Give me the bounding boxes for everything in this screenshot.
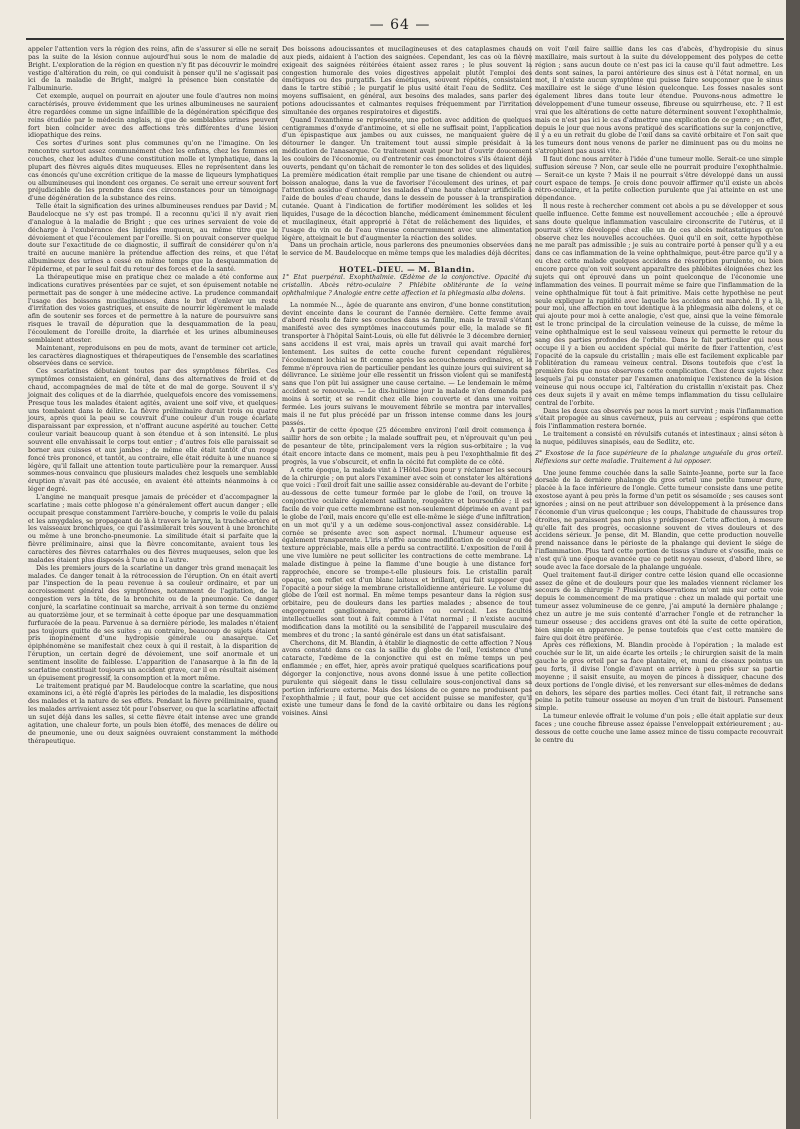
- paragraph: Des boissons adoucissantes et mucilagineuses et des cataplasmes chauds aux pieds, aidaient à l'action des saignées. Cependant, les cas où la fièvre exigeait des saignées réitérées étaient assez rares ; le plus souvent la congestion humorale des voies digestives appelait plutôt l'emploi des émétiques ou des purgatifs. Les émétiques, souvent répétés, consistaient dans le tartre stibié ; le purgatif le plus usité était l'eau de Sedlitz. Ces moyens suffisaient, en général, aux besoins des malades, sans parler des potions adoucissantes et calmantes requises fréquemment par l'irritation simultanée des organes respiratoires et digestifs.: [282, 46, 532, 116]
- paragraph: Dans un prochain article, nous parlerons des pneumonies observées dans le service de M. Baudelocque en même temps que les maladies déjà décrites.: [282, 242, 532, 258]
- column-2: [282, 46, 532, 718]
- paragraph: Ces sortes d'urines sont plus communes qu'on ne l'imagine. On les rencontre surtout assez communément chez les enfans, chez les femmes en couches, chez les adultes d'une constitution molle et lymphatique, dans la plupart des fièvres aiguës dites muqueuses. Elles ne représentent dans les cas énoncés qu'une excrétion critique de la masse de liqueurs lymphatiques ou albumineuses qui inondent ces organes. Ce serait une erreur souvent fort préjudiciable de les prendre dans ces circonstances pour un témoignage d'une dégénération de la substance des reins.: [28, 140, 278, 203]
- section-separator: [379, 262, 435, 263]
- paragraph: on voit l'œil faire saillie dans les cas d'abcès, d'hydropisie du sinus maxillaire, mais surtout à la suite du développement des polypes de cette région ; sans aucun doute ce n'est pas ici la cause qu'il faut admettre. Les dents sont saines, la paroi antérieure des sinus est à l'état normal, en un mot, il n'existe aucun symptôme qui puisse faire soupçonner que le sinus maxillaire est le siége d'une lésion quelconque. Les fosses nasales sont également libres dans toute leur étendue. Pouvons-nous admettre le développement d'une tumeur osseuse, fibreuse ou squirrheuse, etc. ? Il est vrai que les altérations de cette nature déterminent souvent l'exophthalmie, mais ce n'est pas ici le cas d'admettre une explication de ce genre ; en effet, depuis le jour que nous avons pratiqué des scarifications sur la conjonctive, il y a eu un retrait du globe de l'œil dans sa cavité orbitaire et l'on sait que les tumeurs dont nous venons de parler ne diminuent pas ou du moins ne s'atrophient pas aussi vite.: [535, 46, 783, 156]
- paragraph: L'angine ne manquait presque jamais de précéder et d'accompagner la scarlatine ; mais cette phlogose n'a généralement offert aucun danger ; elle occupait presque constamment l'arrière-bouche, y compris le voile du palais et les amygdales, se propageant de là à travers le larynx, la trachée-artère et les vaisseaux bronchiques, ce qui l'assimilerait très souvent à une bronchite ou même à une broncho-pneumonie. La similitude était si parfaite que la fièvre préliminaire, ainsi que la fièvre concomitante, avaient tous les caractères des fièvres catarrhales ou des fièvres muqueuses, selon que les malades étaient plus disposés à l'une ou à l'autre.: [28, 493, 278, 564]
- paragraph: La tumeur enlevée offrait le volume d'un pois ; elle était applatie sur deux faces ; une couche fibreuse assez épaisse l'enveloppait extérieurement ; au-dessous de cette couche une lame assez mince de tissu compacte recouvrait le centre du: [535, 713, 783, 744]
- paragraph: Il nous reste à rechercher comment cet abcès a pu se développer et sous quelle influence. Cette femme est nouvellement accouchée ; elle a éprouvé sans doute quelque inflammation vasculaire circonscrite de l'utérus, et il pourrait s'être développé chez elle un de ces abcès métastatiques qu'on observe chez les nouvelles accouchées. Quoi qu'il en soit, cette hypothèse ne me paraît pas admissible ; je suis au contraire porté à penser qu'il y a eu dans ce cas inflammation de la veine ophthalmique, peut-être parce qu'il y a eu chez cette malade quelques accidens de résorption purulente, ou bien encore parce qu'on voit souvent apparaître des phlébites éloignées chez les sujets qui ont éprouvé dans un point quelconque de l'économie une inflammation des veines. Il pourrait même se faire que l'inflammation de la veine ophthalmique fût tout à fait primitive. Mais cette hypothèse ne peut seule expliquer la rapidité avec laquelle les accidens ont marché. Il y a là, pour moi, une affection en tout identique à la phlegmasia alba dolens, et ce qui ajoute pour moi à cette analogie, c'est que, ainsi que la veine fémorale est le tronc principal de la circulation veineuse de la cuisse, de même la veine ophthalmique est le seul vaisseau veineux qui permette le retour du sang des parties profondes de l'orbite. Dans le fait particulier qui nous occupe il y a bien eu accident spécial qui mérite de fixer l'attention, c'est l'opacité de la capsule du cristallin ; mais elle est facilement explicable par l'oblitération du rameau veineux central. Disons toutefois que c'est la première fois que nous observons cette complication. Chez deux sujets chez lesquels j'ai pu constater par l'examen anatomique l'existence de la lésion veineuse qui nous occupe ici, l'altération du cristallin n'existait pas. Chez ces deux sujets il y avait en même temps inflammation du tissu cellulaire central de l'orbite.: [535, 203, 783, 407]
- column-1: [28, 46, 278, 745]
- paragraph: A partir de cette époque (25 décembre environ) l'œil droit commença à saillir hors de son orbite ; la malade souffrait peu, et n'éprouvait qu'un peu de pesanteur de tête, principalement vers la région sus-orbitaire ; la vue était encore intacte dans ce moment, mais peu à peu l'exophthalmie fit des progrès, la vue s'obscurcit, et enfin la cécité fut complète de ce côté.: [282, 427, 532, 466]
- paragraph: Quel traitement faut-il diriger contre cette lésion quand elle occasionne assez de gêne et de douleurs pour que les malades viennent réclamer les secours de la chirurgie ? Plusieurs observations m'ont mis sur cette voie depuis le commencement de ma pratique : chez un malade qui portait une tumeur assez volumineuse de ce genre, j'ai amputé la dernière phalange ; chez un autre je me suis contenté d'arracher l'ongle et de retrancher la tumeur osseuse ; des accidens graves ont été la suite de cette opération, bien simple en apparence. Je pense toutefois que c'est cette manière de faire qui doit être préférée.: [535, 571, 783, 642]
- paragraph: Le traitement a consisté en révulsifs cutanés et intestinaux ; ainsi séton à la nuque, pédiluves sinapisés, eau de Sedlitz, etc.: [535, 431, 783, 446]
- article-heading: HOTEL-DIEU. — M. Blandin.: [339, 265, 475, 275]
- paragraph: appeler l'attention vers la région des reins, afin de s'assurer si elle ne serait pas la suite de la lésion connue aujourd'hui sous le nom de maladie de Bright. L'exploration de la région en question n'y fit pas découvrir le moindre vestige d'altération du rein, ce qui conduisit à penser qu'il ne s'agissait pas ici de la maladie de Bright, malgré la présence bien constatée de l'albuminurie.: [28, 46, 278, 93]
- paragraph: Dans les deux cas observés par nous la mort survint ; mais l'inflammation s'était propagée au sinus caverneux, puis au cerveau ; espérons que cette fois l'inflammation restera bornée.: [535, 407, 783, 431]
- paragraph: Il faut donc nous arrêter à l'idée d'une tumeur molle. Serait-ce une simple suffusion séreuse ? Non, car seule elle ne pourrait produire l'exophthalmie. — Serait-ce un kyste ? Mais il ne pourrait s'être développé dans un aussi court espace de temps. Je crois donc pouvoir affirmer qu'il existe un abcès rétro-oculaire, et la petite collection purulente que j'ai atteinte en est une dépendance.: [535, 156, 783, 203]
- column-3: [535, 46, 783, 745]
- paragraph: Cet exemple, auquel on pourrait en ajouter une foule d'autres non moins caractérisés, prouve évidemment que les urines albumineuses ne sauraient être regardées comme un signe infaillible de la dégénération spécifique des reins étudiée par le médecin anglais, ni que de semblables urines peuvent fort bien coïncider avec des affections très différentes d'une lésion idiopathique des reins.: [28, 93, 278, 140]
- paragraph: Après ces réflexions, M. Blandin procède à l'opération ; la malade est couchée sur le lit, un aide écarte les orteils ; le chirurgien saisit de la main gauche le gros orteil par sa face plantaire, et, muni de ciseaux pointus un peu forts, il divise l'ongle d'avant en arrière à peu près sur sa partie moyenne ; il saisit ensuite, au moyen de pinces à dissiquer, chacune des deux portions de l'ongle divisé, et les renversant sur elles-mêmes de dedans en dehors, les sépare des parties molles. Ceci étant fait, il retranche sans peine la petite tumeur osseuse au moyen d'un trait de bistouri. Pansement simple.: [535, 642, 783, 713]
- paragraph: La nommée N..., âgée de quarante ans environ, d'une bonne constitution, devint enceinte dans le courant de l'année dernière. Cette femme avait d'abord résolu de faire ses couches dans sa famille, mais le travail s'étant manifesté avec des symptômes inaccoutumés pour elle, la malade se fit transporter à l'hôpital Saint-Louis, où elle fut délivrée le 3 décembre dernier, sans accidens il est vrai, mais après un travail qui avait marché fort lentement. Les suites de cette couche furent cependant régulières, l'écoulement lochial se fit comme après les accouchemens ordinaires, et la femme n'éprouva rien de particulier pendant les quinze jours qui suivirent sa délivrance. Le sixième jour elle ressentit un frisson violent qui se manifesta sans que l'on pût lui assigner une cause certaine. — Le lendemain le même accident se renouvela. — Le dix-huitième jour la malade n'en demanda pas moins à sortir, et se rendit chez elle bien couverte et dans une voiture fermée. Les jours suivans le mouvement fébrile se montra par intervalles, mais il ne fut plus précédé par un frisson intense comme dans les jours passés.: [282, 301, 532, 427]
- case-title: 1° Etat puerpéral. Exophthalmie. Œdème de la conjonctive. Opacité du cristallin. Abcès rétro-oculaire ? Phlébite oblitérante de la veine ophthalmique ? Analogie entre cette affection et la phlegmasia alba dolens.: [282, 274, 532, 297]
- case-title: 2° Exostose de la face supérieure de la phalange unguéale du gros orteil. Réflexions sur cette maladie. Traitement à lui opposer.: [535, 449, 783, 465]
- page-edge-shadow: [786, 0, 800, 1129]
- paragraph: Ces scarlatines débutaient toutes par des symptômes fébriles. Ces symptômes consistaient, en général, dans des alternatives de froid et de chaud, accompagnées de mal de tête et de mal de gorge. Souvent il s'y joignait des coliques et de la diarrhée, quelquefois encore des vomissemens. Presque tous les malades étaient agités, avaient une soif vive, et quelques-uns tombaient dans le délire. La fièvre préliminaire durait trois ou quatre jours, après quoi la peau se couvrait d'une couleur d'un rouge écarlate disparaissant par expression, et n'offrant aucune aspérité au toucher. Cette couleur variait beaucoup quant à son étendue et à son intensité. Le plus souvent elle envahissait le corps tout entier ; d'autres fois elle paraissait se borner aux cuisses et aux jambes ; de même elle était tantôt d'un rouge foncé très prononcé, et tantôt, au contraire, elle était réduite à une nuance si légère, qu'il fallait une attention toute particulière pour la remarquer. Aussi sommes-nous convaincu que plusieurs malades chez lesquels une semblable éruption n'avait pas été accusée, en avaient été atteints néanmoins à ce léger degré.: [28, 368, 278, 494]
- paragraph: Une jeune femme couchée dans la salle Sainte-Jeanne, porte sur la face dorsale de la dernière phalange du gros orteil une petite tumeur dure, placée à la face inférieure de l'ongle. Cette tumeur consiste dans une petite exostose ayant à peu près la forme d'un petit os sésamoïde ; ses causes sont ignorées ; ainsi on ne peut attribuer son développement à la présence dans l'économie d'un virus quelconque ; les coups, l'habitude de chaussures trop étroites, ne paraissent pas non plus y prédisposer. Cette affection, à mesure qu'elle fait des progrès, occasionne souvent de vives douleurs et des accidens sérieux. Je pense, dit M. Blandin, que cette production nouvelle prend naissance dans le périoste de la phalange qui devient le siége de l'inflammation. Plus tard cette portion de tissus s'indure et s'ossifie, mais ce n'est qu'à une époque avancée que ce petit noyau osseux, d'abord libre, se soude avec la face dorsale de la phalange unguéale.: [535, 469, 783, 571]
- paragraph: Cherchons, dit M. Blandin, à établir le diagnostic de cette affection ? Nous avons constaté dans ce cas la saillie du globe de l'œil, l'existence d'une cataracte, l'œdème de la conjonctive qui est en même temps un peu enflammée ; en effet, hier, après avoir pratiqué quelques scarifications pour dégorger la conjonctive, nous avons donné issue à une petite collection purulente qui siégeait dans le tissu cellulaire sous-conjonctival dans sa portion inférieure externe. Mais des lésions de ce genre ne produisent pas l'exophthalmie ; il faut, pour que cet accident puisse se manifester, qu'il existe une tumeur dans le fond de la cavité orbitaire ou dans les régions voisines. Ainsi: [282, 639, 532, 718]
- paragraph: A cette époque, la malade vint à l'Hôtel-Dieu pour y réclamer les secours de la chirurgie ; on put alors l'examiner avec soin et constater les altérations que voici : l'œil droit fait une saillie assez considérable au-devant de l'orbite ; au-dessous de cette tumeur formée par le globe de l'œil, on trouve la conjonctive oculaire également saillante, rougeâtre et boursouflée ; il est facile de voir que cette membrane est non-seulement déprimée en avant par le globe de l'œil, mais encore qu'elle est elle-même le siége d'une infiltration, en un mot qu'il y a un œdème sous-conjonctival assez considérable. La cornée se présente avec son aspect normal. L'humeur aqueuse est également transparente. L'iris n'offre aucune modification de couleur ou de texture appréciable, mais elle a perdu sa contractilité. L'exposition de l'œil à une vive lumière ne peut solliciter les contractions de cette membrane. La malade distingue à peine la flamme d'une bougie à une distance fort rapprochée, encore se trompe-t-elle plusieurs fois. Le cristallin paraît opaque, son reflet est d'un blanc laiteux et brillant, qui fait supposer que l'opacité a pour siége la membrane cristalloïdienne antérieure. Le volume du globe de l'œil est normal. En même temps pesanteur dans la région sus-orbitaire, peu de douleurs dans les parties malades ; absence de tout engorgement ganglionnaire, parotidien ou cervical. Les facultés intellectuelles sont tout à fait comme à l'état normal ; il n'existe aucune modification dans la motilité ou la sensibilité de l'appareil musculaire des membres et du tronc ; la santé générale est dans un état satisfaisant.: [282, 466, 532, 639]
- paragraph: La thérapeutique mise en pratique chez ce malade a été conforme aux indications curatives présentées par ce sujet, et son épuisement notable ne permettait pas de songer à une médecine active. La prudence commandait l'usage des boissons mucilagineuses, dans le but d'enlever un reste d'irritation des voies gastriques, et ensuite de nourrir légèrement le malade afin de soutenir ses forces et de permettre à la nature de poursuivre sans risques le travail de dépuration que la desquammation de la peau, l'écoulement de l'oreille droite, la diarrhée et les urines albumineuses semblaient attester.: [28, 273, 278, 344]
- paragraph: Telle était la signification des urines albumineuses rendues par David ; M. Baudelocque ne s'y est pas trompé. Il a reconnu qu'ici il n'y avait rien d'analogue à la maladie de Bright ; que ces urines servaient de voie de décharge à l'exubérance des liquides muqueux, au même titre que le dévoiement et que l'écoulement par l'oreille. Si on pouvait conserver quelque doute sur l'exactitude de ce diagnostic, il suffirait de considérer qu'on n'a traité en aucune manière la prétendue affection des reins, et que l'état albumineux des urines a cessé en même temps que la desquammation de l'épiderme, et par le seul fait du retour des forces et de la santé.: [28, 203, 278, 274]
- paragraph: Maintenant, reproduisons en peu de mots, avant de terminer cet article, les caractères diagnostiques et thérapeutiques de l'ensemble des scarlatines observées dans ce service.: [28, 344, 278, 368]
- paragraph: Quand l'exanthème se représente, une potion avec addition de quelques centigrammes d'oxyde d'antimoine, et si elle ne suffisait point, l'application d'un épispastique aux jambes ou aux cuisses, ne manquaient guère de détourner le danger. Un traitement tout aussi simple présidait à la médication de l'anasarque. Ce traitement avait pour but d'ouvrir doucement les couloirs de l'économie, ou d'entretenir ces émonctoires s'ils étaient déjà ouverts, pendant qu'on tâchait de remonter le ton des solides et des liquides. La première médication était remplie par une tisane de chiendent ou autre boisson analogue, dans la vue de favoriser l'écoulement des urines, et par l'attention assidue d'entourer les malades d'une haute chaleur artificielle à l'aide de boules d'eau chaude, dans le dessein de pousser à la transpiration cutanée. Quant à l'indication de fortifier modérément les solides et les liquides, l'usage de la décoction blanche, médicament éminemment féculent et mucilagineux, était approprié à l'état de relâchement des liquides, et l'usage du vin ou de l'eau vineuse concurremment avec une alimentation légère, atteignait le but d'augmenter la réaction des solides.: [282, 116, 532, 242]
- page-number: — 64 —: [369, 17, 431, 33]
- paragraph: Le traitement pratiqué par M. Baudelocque contre la scarlatine, que nous examinons ici, a été réglé d'après les périodes de la maladie, les dispositions des malades et la nature de ses effets. Pendant la fièvre préliminaire, quand les malades arrivaient assez tôt pour l'observer, ou que la scarlatine affectait un sujet déjà dans les salles, si cette fièvre était intense avec une grande agitation, une chaleur forte, un pouls bien étoffé, des menaces de délire ou de pneumonie, une ou deux saignées ouvraient constamment la méthode thérapeutique.: [28, 682, 278, 745]
- header-rule: [26, 38, 784, 40]
- paragraph: Dès les premiers jours de la scarlatine un danger très grand menaçait les malades. Ce danger tenait à la rétrocession de l'éruption. On en était averti par l'inspection de la peau revenue à sa couleur ordinaire, et par un accroissement général des symptômes, notamment de l'agitation, de la congestion vers la tête, de la bronchite ou de la pneumonie. Ce danger conjuré, la scarlatine continuait sa marche, arrivait à son terme du onzième au quatorzième jour, et se terminait à cette époque par une desquammation furfuracée de la peau. Parvenue à sa dernière période, les malades n'étaient pas toujours quitte de ses suites ; au contraire, beaucoup de sujets étaient pris inopinément d'une hydropisie générale ou anasarque. Cet épiphénomène se manifestait chez ceux à qui il restait, à la disparition de l'éruption, un certain degré de dévoiement, une soif anormale et un sentiment insolite de faiblesse. L'apparition de l'anasarque à la fin de la scarlatine constituait toujours un accident grave, car il en résultait aisément un épuisement progressif, la consomption et la mort même.: [28, 564, 278, 682]
